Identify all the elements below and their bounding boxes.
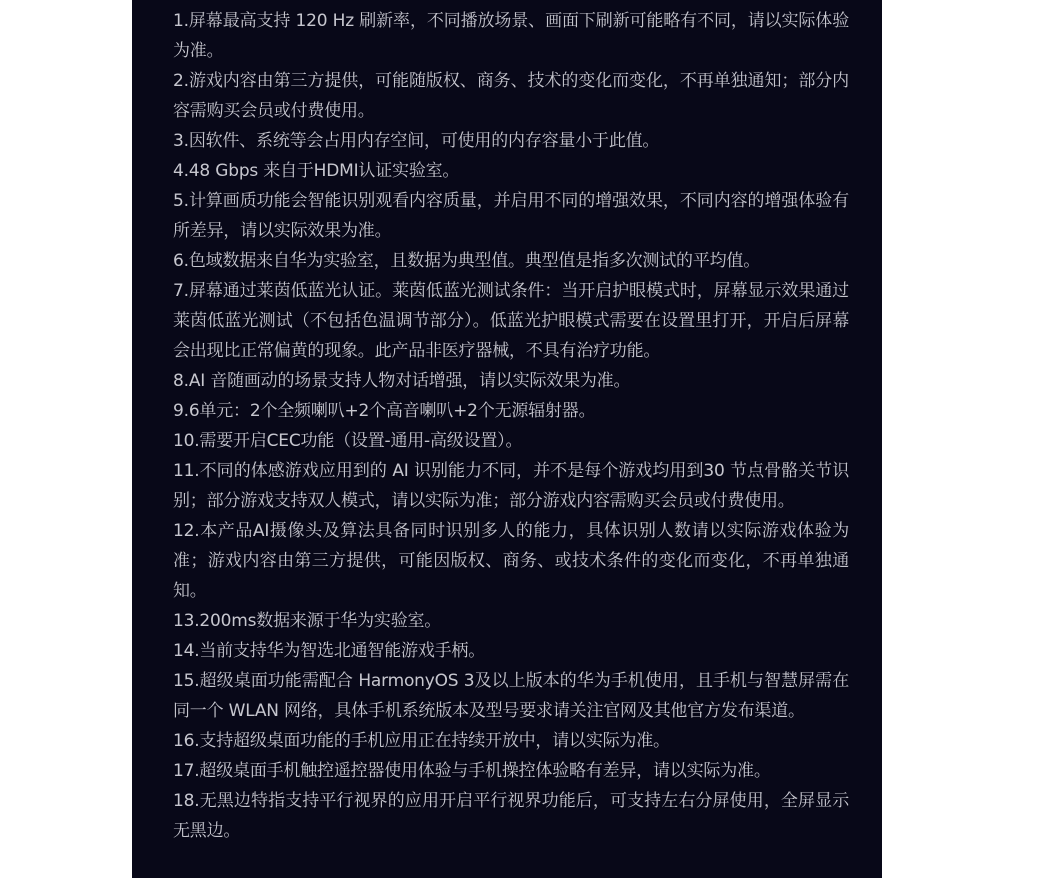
footnote-item: 3.因软件、系统等会占用内存空间，可使用的内存容量小于此值。	[173, 131, 660, 151]
footnote-item: 9.6单元：2个全频喇叭+2个高音喇叭+2个无源辐射器。	[173, 401, 596, 421]
footnote-item: 5.计算画质功能会智能识别观看内容质量，并启用不同的增强效果，不同内容的增强体验有所差异，请以实际效果为准。	[173, 191, 849, 241]
footnote-item: 18.无黑边特指支持平行视界的应用开启平行视界功能后，可支持左右分屏使用，全屏显示无黑边。	[173, 791, 849, 841]
footnote-item: 17.超级桌面手机触控遥控器使用体验与手机操控体验略有差异，请以实际为准。	[173, 761, 771, 781]
footnote-item: 16.支持超级桌面功能的手机应用正在持续开放中，请以实际为准。	[173, 731, 670, 751]
footnote-item: 15.超级桌面功能需配合 HarmonyOS 3及以上版本的华为手机使用，且手机与智慧屏需在同一个 WLAN 网络，具体手机系统版本及型号要求请关注官网及其他官方发布渠道。	[173, 671, 849, 721]
footnote-item: 10.需要开启CEC功能（设置-通用-高级设置）。	[173, 431, 523, 451]
footnote-item: 14.当前支持华为智选北通智能游戏手柄。	[173, 641, 486, 661]
footnote-item: 11.不同的体感游戏应用到的 AI 识别能力不同，并不是每个游戏均用到30 节点骨骼关节识别；部分游戏支持双人模式，请以实际为准；部分游戏内容需购买会员或付费使用。	[173, 461, 849, 511]
footnote-item: 12.本产品AI摄像头及算法具备同时识别多人的能力，具体识别人数请以实际游戏体验为准；游戏内容由第三方提供，可能因版权、商务、或技术条件的变化而变化，不再单独通知。	[173, 521, 849, 601]
disclaimer-panel	[132, 0, 882, 878]
footnote-item: 6.色域数据来自华为实验室，且数据为典型值。典型值是指多次测试的平均值。	[173, 251, 761, 271]
footnote-item: 7.屏幕通过莱茵低蓝光认证。莱茵低蓝光测试条件：当开启护眼模式时，屏幕显示效果通过莱茵低蓝光测试（不包括色温调节部分）。低蓝光护眼模式需要在设置里打开，开启后屏幕会出现比正常偏黄的现象。此产品非医疗器械，不具有治疗功能。	[173, 281, 849, 361]
footnote-item: 2.游戏内容由第三方提供，可能随版权、商务、技术的变化而变化，不再单独通知；部分内容需购买会员或付费使用。	[173, 71, 849, 121]
footnote-list	[173, 6, 849, 846]
footnote-item: 1.屏幕最高支持 120 Hz 刷新率，不同播放场景、画面下刷新可能略有不同，请以实际体验为准。	[173, 11, 849, 61]
footnote-item: 13.200ms数据来源于华为实验室。	[173, 611, 442, 631]
footnote-item: 8.AI 音随画动的场景支持人物对话增强，请以实际效果为准。	[173, 371, 631, 391]
footnote-item: 4.48 Gbps 来自于HDMI认证实验室。	[173, 161, 460, 181]
